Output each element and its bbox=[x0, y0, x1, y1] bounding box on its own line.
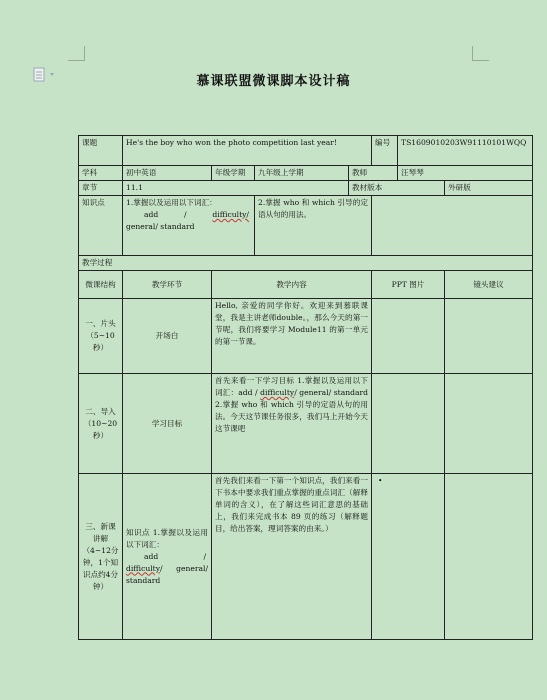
segment-cell bbox=[123, 474, 212, 640]
code-label: 编号 bbox=[372, 136, 398, 166]
content-cell: 首先我们来看一下第一个知识点，我们来看一下书本中要求我们重点掌握的重点词汇（解释单词的含义），在了解这些词汇意思的基础上，我们来完成书本 89 页的练习（解释题目，给出答案，理词答案的由来。） bbox=[212, 474, 372, 640]
teacher-label: 教师 bbox=[349, 166, 398, 181]
header-row bbox=[79, 271, 533, 299]
ppt-cell bbox=[372, 374, 445, 474]
edition-value: 外研版 bbox=[445, 181, 533, 196]
header-ppt: PPT 图片 bbox=[372, 271, 445, 299]
ppt-cell: • bbox=[372, 474, 445, 640]
structure-cell: 二、导入（10~20秒） bbox=[79, 374, 123, 474]
knowledge-label: 知识点 bbox=[79, 196, 123, 256]
subject-label: 学科 bbox=[79, 166, 123, 181]
teacher-value: 汪琴琴 bbox=[398, 166, 533, 181]
grade-value: 九年级上学期 bbox=[255, 166, 349, 181]
row-course bbox=[79, 136, 533, 166]
knowledge-point-2: 2.掌握 who 和 which 引导的定语从句的用法。 bbox=[255, 196, 372, 256]
header-content: 教学内容 bbox=[212, 271, 372, 299]
point1-line1: 1.掌握以及运用以下词汇： bbox=[126, 198, 217, 207]
word-slash: / bbox=[184, 210, 187, 219]
header-camera: 镜头建议 bbox=[445, 271, 533, 299]
camera-cell bbox=[445, 474, 533, 640]
code-value: TS1609010203W91110101WQQ bbox=[398, 136, 533, 166]
row-subject bbox=[79, 166, 533, 181]
subject-value: 初中英语 bbox=[123, 166, 212, 181]
word-difficulty: difficulty bbox=[126, 563, 161, 573]
table-row bbox=[79, 299, 533, 374]
camera-cell bbox=[445, 299, 533, 374]
script-table bbox=[78, 135, 533, 640]
row-process bbox=[79, 256, 533, 271]
word-add: add bbox=[144, 551, 159, 561]
course-value: He's the boy who won the photo competition last year! bbox=[123, 136, 372, 166]
content-word-difficulty: difficulty bbox=[260, 388, 295, 397]
word-slash: / bbox=[203, 551, 206, 561]
camera-cell bbox=[445, 374, 533, 474]
header-structure: 微课结构 bbox=[79, 271, 123, 299]
segment-line3 bbox=[126, 563, 208, 587]
knowledge-point-1 bbox=[123, 196, 255, 256]
word-add: add bbox=[144, 210, 159, 219]
row-knowledge bbox=[79, 196, 533, 256]
chapter-value: 11.1 bbox=[123, 181, 349, 196]
content-cell: Hello, 亲爱的同学你好。欢迎来到慕联课堂，我是主讲老师double。，那么今天的第一节呢，我们将要学习 Module11 的第一单元的第一节课。 bbox=[212, 299, 372, 374]
content-part-a: 首先来看一下学习目标 1.掌握以及运用以下词汇：add / bbox=[215, 376, 369, 397]
table-row bbox=[79, 374, 533, 474]
segment-cell: 学习目标 bbox=[123, 374, 212, 474]
ppt-cell bbox=[372, 299, 445, 374]
segment-cell: 开场白 bbox=[123, 299, 212, 374]
margin-corner-top-right bbox=[472, 46, 489, 61]
document-title: 慕课联盟微课脚本设计稿 bbox=[196, 74, 351, 89]
process-label: 教学过程 bbox=[79, 256, 533, 271]
table-row bbox=[79, 474, 533, 640]
knowledge-empty bbox=[372, 196, 533, 256]
header-segment: 教学环节 bbox=[123, 271, 212, 299]
point1-line2: general/ standard bbox=[126, 222, 195, 231]
margin-corner-top-left bbox=[68, 46, 85, 61]
structure-cell: 三、新课讲解（4~12分钟，1个知识点约4分钟） bbox=[79, 474, 123, 640]
row-chapter bbox=[79, 181, 533, 196]
structure-cell: 一、片头（5~10秒） bbox=[79, 299, 123, 374]
segment-line1: 知识点 1.掌握以及运用以下词汇： bbox=[126, 527, 208, 549]
point1-words bbox=[126, 209, 251, 221]
content-part-b: / general/ standard 2.掌握 who 和 which 引导的定语从句的用法。今天这节课任务很多，我们马上开始今天这节课吧 bbox=[215, 388, 369, 433]
grade-label: 年级学期 bbox=[212, 166, 255, 181]
word-difficulty: difficulty/ bbox=[212, 210, 249, 219]
chapter-label: 章节 bbox=[79, 181, 123, 196]
edition-label: 教材版本 bbox=[349, 181, 445, 196]
content-cell bbox=[212, 374, 372, 474]
segment-words bbox=[126, 551, 208, 563]
segment-rest: / general/ standard bbox=[126, 563, 208, 585]
course-label: 课题 bbox=[79, 136, 123, 166]
